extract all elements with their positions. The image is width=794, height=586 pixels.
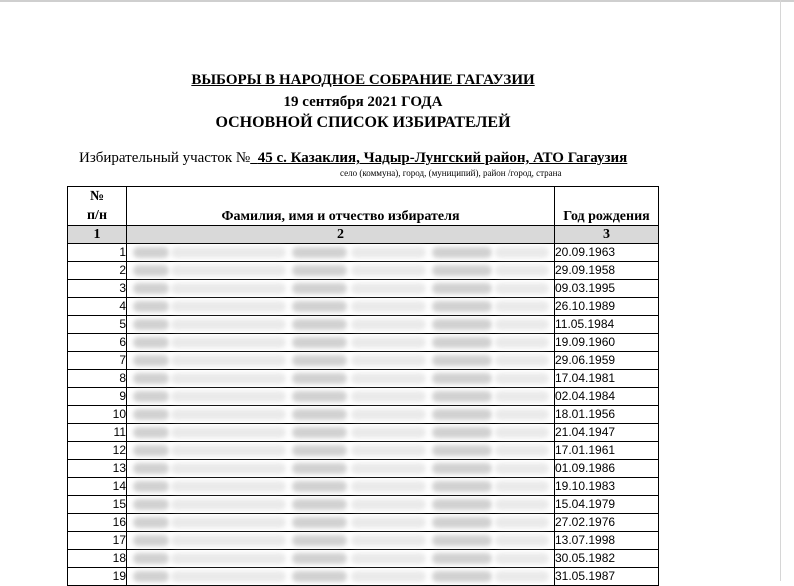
redaction-blur <box>171 463 286 474</box>
redaction-blur <box>133 301 169 312</box>
birth-date: 02.04.1984 <box>555 388 659 406</box>
redaction-blur <box>292 337 347 348</box>
row-number: 4 <box>68 298 127 316</box>
row-number: 11 <box>68 424 127 442</box>
birth-date: 09.03.1995 <box>555 280 659 298</box>
birth-date: 18.01.1956 <box>555 406 659 424</box>
row-number: 3 <box>68 280 127 298</box>
birth-date: 11.05.1984 <box>555 316 659 334</box>
redaction-blur <box>292 301 347 312</box>
redacted-name-cell <box>127 442 555 460</box>
redaction-blur <box>292 517 347 528</box>
redaction-blur <box>171 355 286 366</box>
row-number: 9 <box>68 388 127 406</box>
redaction-blur <box>133 355 169 366</box>
page-edge <box>780 0 781 581</box>
redaction-blur <box>351 247 426 258</box>
redaction-blur <box>133 553 169 564</box>
redaction-blur <box>171 535 286 546</box>
table-row <box>68 334 659 352</box>
redaction-blur <box>351 355 426 366</box>
redaction-blur <box>432 481 492 492</box>
redaction-blur <box>495 571 549 582</box>
row-number: 2 <box>68 262 127 280</box>
redaction-blur <box>432 283 492 294</box>
redaction-blur <box>171 301 286 312</box>
redaction-blur <box>133 499 169 510</box>
table-row <box>68 406 659 424</box>
redaction-blur <box>351 481 426 492</box>
redaction-blur <box>133 265 169 276</box>
redaction-blur <box>432 373 492 384</box>
redacted-name-cell <box>127 532 555 550</box>
redaction-blur <box>432 427 492 438</box>
redaction-blur <box>351 373 426 384</box>
table-row <box>68 262 659 280</box>
redaction-blur <box>432 409 492 420</box>
redaction-blur <box>133 445 169 456</box>
redaction-blur <box>171 553 286 564</box>
row-number: 14 <box>68 478 127 496</box>
redaction-blur <box>432 247 492 258</box>
table-row <box>68 388 659 406</box>
redaction-blur <box>171 373 286 384</box>
redaction-blur <box>495 247 549 258</box>
redaction-blur <box>171 499 286 510</box>
row-number: 10 <box>68 406 127 424</box>
redaction-blur <box>292 499 347 510</box>
polling-station-label: Избирательный участок № <box>79 150 251 166</box>
table-row <box>68 496 659 514</box>
polling-station-value: 45 с. Казаклия, Чадыр-Лунгский район, АТО Гагаузия <box>257 150 628 166</box>
redaction-blur <box>171 445 286 456</box>
birth-date: 30.05.1982 <box>555 550 659 568</box>
birth-date: 19.10.1983 <box>555 478 659 496</box>
table-row <box>68 514 659 532</box>
table-row <box>68 460 659 478</box>
redaction-blur <box>495 445 549 456</box>
row-number: 17 <box>68 532 127 550</box>
redaction-blur <box>171 481 286 492</box>
birth-date: 13.07.1998 <box>555 532 659 550</box>
redaction-blur <box>351 445 426 456</box>
redacted-name-cell <box>127 298 555 316</box>
redacted-name-cell <box>127 370 555 388</box>
row-number: 19 <box>68 568 127 586</box>
redaction-blur <box>292 463 347 474</box>
birth-date: 26.10.1989 <box>555 298 659 316</box>
redaction-blur <box>133 373 169 384</box>
redacted-name-cell <box>127 352 555 370</box>
column-number-2: 2 <box>127 226 555 244</box>
redaction-blur <box>171 517 286 528</box>
birth-date: 21.04.1947 <box>555 424 659 442</box>
header-row <box>68 187 659 226</box>
redaction-blur <box>495 463 549 474</box>
redaction-blur <box>133 337 169 348</box>
redaction-blur <box>432 571 492 582</box>
redaction-blur <box>495 283 549 294</box>
row-number: 7 <box>68 352 127 370</box>
redaction-blur <box>292 409 347 420</box>
redaction-blur <box>432 445 492 456</box>
redacted-name-cell <box>127 424 555 442</box>
row-number: 5 <box>68 316 127 334</box>
polling-station-note: село (коммуна), город, (муниципий), район /город, страна <box>340 168 562 178</box>
redaction-blur <box>495 517 549 528</box>
redaction-blur <box>171 265 286 276</box>
redaction-blur <box>133 481 169 492</box>
birth-date: 27.02.1976 <box>555 514 659 532</box>
redaction-blur <box>495 319 549 330</box>
redacted-name-cell <box>127 262 555 280</box>
redaction-blur <box>495 427 549 438</box>
redaction-blur <box>133 427 169 438</box>
redaction-blur <box>495 391 549 402</box>
redaction-blur <box>292 391 347 402</box>
redaction-blur <box>292 481 347 492</box>
birth-date: 29.09.1958 <box>555 262 659 280</box>
redaction-blur <box>171 571 286 582</box>
redaction-blur <box>432 337 492 348</box>
redaction-blur <box>432 517 492 528</box>
birth-date: 17.01.1961 <box>555 442 659 460</box>
row-number: 16 <box>68 514 127 532</box>
row-number: 13 <box>68 460 127 478</box>
redaction-blur <box>351 571 426 582</box>
redaction-blur <box>292 427 347 438</box>
redaction-blur <box>495 301 549 312</box>
redaction-blur <box>292 247 347 258</box>
redaction-blur <box>133 247 169 258</box>
redaction-blur <box>292 445 347 456</box>
redaction-blur <box>351 535 426 546</box>
redaction-blur <box>432 535 492 546</box>
redaction-blur <box>133 571 169 582</box>
redaction-blur <box>171 319 286 330</box>
redaction-blur <box>133 283 169 294</box>
table-row <box>68 532 659 550</box>
column-number-3: 3 <box>555 226 659 244</box>
redaction-blur <box>292 373 347 384</box>
redaction-blur <box>495 373 549 384</box>
redaction-blur <box>133 391 169 402</box>
row-number: 18 <box>68 550 127 568</box>
redaction-blur <box>432 319 492 330</box>
redaction-blur <box>351 553 426 564</box>
redaction-blur <box>495 265 549 276</box>
table-row <box>68 316 659 334</box>
birth-date: 29.06.1959 <box>555 352 659 370</box>
redacted-name-cell <box>127 550 555 568</box>
redaction-blur <box>171 247 286 258</box>
redacted-name-cell <box>127 388 555 406</box>
redaction-blur <box>171 427 286 438</box>
column-number-1: 1 <box>68 226 127 244</box>
redacted-name-cell <box>127 568 555 586</box>
table-row <box>68 298 659 316</box>
election-date: 19 сентября 2021 ГОДА <box>283 94 443 110</box>
redaction-blur <box>292 265 347 276</box>
redaction-blur <box>351 301 426 312</box>
birth-date: 19.09.1960 <box>555 334 659 352</box>
redacted-name-cell <box>127 478 555 496</box>
redaction-blur <box>432 553 492 564</box>
table-row <box>68 478 659 496</box>
redaction-blur <box>292 535 347 546</box>
birth-date: 17.04.1981 <box>555 370 659 388</box>
redaction-blur <box>432 391 492 402</box>
table-row <box>68 550 659 568</box>
redaction-blur <box>351 337 426 348</box>
redaction-blur <box>351 463 426 474</box>
redaction-blur <box>171 337 286 348</box>
redaction-blur <box>495 355 549 366</box>
row-number: 1 <box>68 244 127 262</box>
redacted-name-cell <box>127 244 555 262</box>
redaction-blur <box>133 409 169 420</box>
redaction-blur <box>171 283 286 294</box>
election-title: ВЫБОРЫ В НАРОДНОЕ СОБРАНИЕ ГАГАУЗИИ <box>191 72 535 88</box>
birth-date: 01.09.1986 <box>555 460 659 478</box>
redaction-blur <box>495 499 549 510</box>
redacted-name-cell <box>127 496 555 514</box>
birth-date: 31.05.1987 <box>555 568 659 586</box>
redaction-blur <box>292 571 347 582</box>
redaction-blur <box>432 499 492 510</box>
redaction-blur <box>351 409 426 420</box>
table-row <box>68 442 659 460</box>
redaction-blur <box>351 517 426 528</box>
birth-date: 20.09.1963 <box>555 244 659 262</box>
list-title: ОСНОВНОЙ СПИСОК ИЗБИРАТЕЛЕЙ <box>215 114 511 131</box>
voter-table <box>67 186 659 586</box>
redaction-blur <box>133 463 169 474</box>
polling-station-line <box>79 150 627 167</box>
table-row <box>68 244 659 262</box>
redaction-blur <box>351 499 426 510</box>
redaction-blur <box>351 391 426 402</box>
header-birth: Год рождения <box>555 187 659 226</box>
redaction-blur <box>171 391 286 402</box>
column-number-row <box>68 226 659 244</box>
redaction-blur <box>495 481 549 492</box>
redaction-blur <box>495 337 549 348</box>
redaction-blur <box>351 319 426 330</box>
redacted-name-cell <box>127 460 555 478</box>
table-row <box>68 352 659 370</box>
redaction-blur <box>495 553 549 564</box>
redaction-blur <box>432 265 492 276</box>
redaction-blur <box>432 463 492 474</box>
redaction-blur <box>432 301 492 312</box>
table-row <box>68 280 659 298</box>
redaction-blur <box>351 283 426 294</box>
row-number: 6 <box>68 334 127 352</box>
row-number: 12 <box>68 442 127 460</box>
redaction-blur <box>133 535 169 546</box>
redaction-blur <box>171 409 286 420</box>
redaction-blur <box>133 517 169 528</box>
table-row <box>68 424 659 442</box>
redaction-blur <box>292 553 347 564</box>
birth-date: 15.04.1979 <box>555 496 659 514</box>
header-number: № п/н <box>68 187 127 226</box>
redaction-blur <box>292 283 347 294</box>
table-row <box>68 568 659 586</box>
row-number: 15 <box>68 496 127 514</box>
redacted-name-cell <box>127 334 555 352</box>
redacted-name-cell <box>127 406 555 424</box>
redaction-blur <box>292 355 347 366</box>
redaction-blur <box>495 409 549 420</box>
redacted-name-cell <box>127 316 555 334</box>
redacted-name-cell <box>127 280 555 298</box>
row-number: 8 <box>68 370 127 388</box>
redaction-blur <box>495 535 549 546</box>
table-row <box>68 370 659 388</box>
redaction-blur <box>292 319 347 330</box>
redaction-blur <box>432 355 492 366</box>
header-name: Фамилия, имя и отчество избирателя <box>127 187 555 226</box>
redacted-name-cell <box>127 514 555 532</box>
redaction-blur <box>351 427 426 438</box>
redaction-blur <box>351 265 426 276</box>
redaction-blur <box>133 319 169 330</box>
